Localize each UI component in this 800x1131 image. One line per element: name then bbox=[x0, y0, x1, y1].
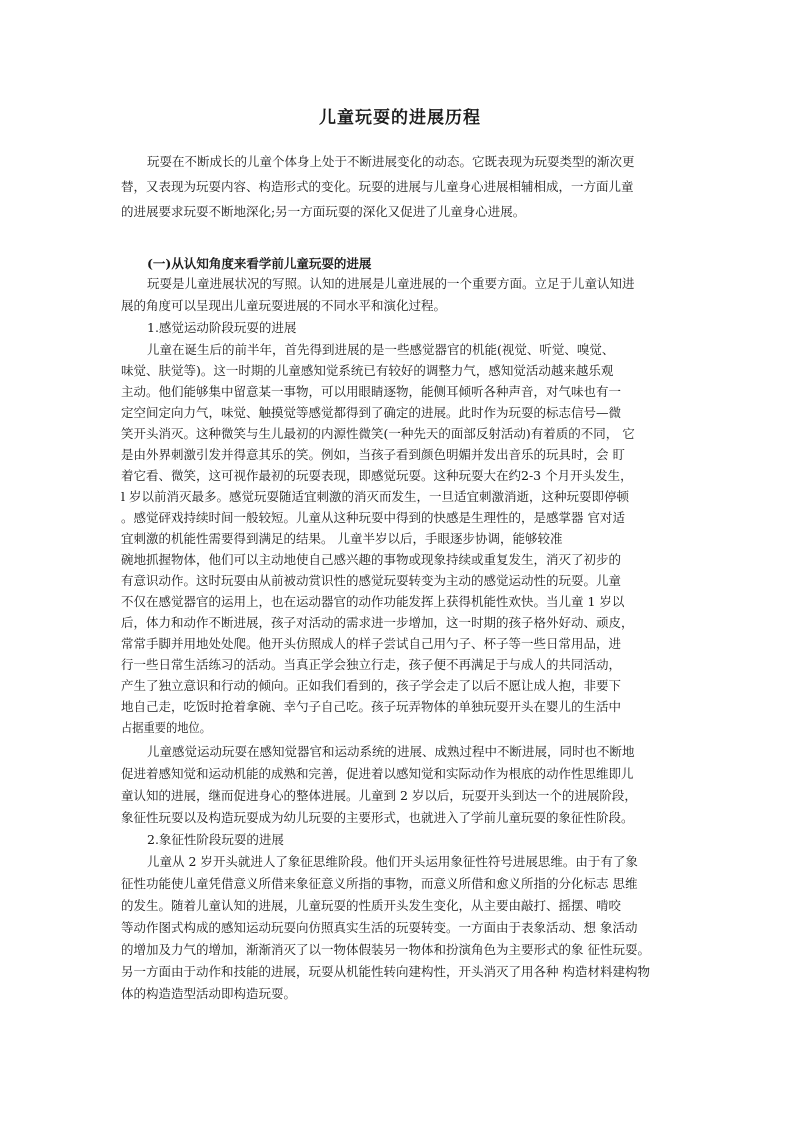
paragraph-line: 着它看、微笑，这可视作最初的玩耍表现，即感觉玩耍。这种玩耍大在约2-3 个月开头发生， bbox=[121, 468, 633, 483]
paragraph-line: 碗地抓握物体，他们可以主动地使自己感兴趣的事物或现象持续或重复发生，消灭了初步的 bbox=[121, 552, 622, 567]
paragraph-line: 不仅在感觉器官的运用上，也在运动器官的动作功能发挥上获得机能性欢快。当儿童 1 岁以 bbox=[121, 594, 625, 609]
paragraph-line: 征性功能使儿童凭借意义所借来象征意义所指的事物，而意义所借和愈义所指的分化标志 思维 bbox=[121, 876, 638, 891]
paragraph-line: 促进着感知觉和运动机能的成熟和完善，促进着以感知觉和实际动作为根底的动作性思维即儿 bbox=[121, 766, 634, 781]
paragraph-line: 是由外界刺激引发并得意其乐的笑。例如，当孩子看到颜色明媚并发出音乐的玩具时，会 盯 bbox=[121, 447, 625, 462]
paragraph-line: 后，体力和动作不断进展，孩子对活动的需求进一步增加，这一时期的孩子格外好动、顽皮， bbox=[121, 615, 634, 630]
paragraph-line: 儿童感觉运动玩耍在感知觉器官和运动系统的进展、成熟过程中不断进展，同时也不断地 bbox=[147, 744, 635, 759]
paragraph-line: 儿童从 2 岁开头就进人了象征思维阶段。他们开头运用象征性符号进展思维。由于有了象 bbox=[147, 854, 638, 869]
paragraph-line: 宜刺激的机能性需要得到满足的结果。 儿童半岁以后，手眼逐步协调，能够较准 bbox=[121, 531, 563, 546]
paragraph-line: 笑开头消灭。这种微笑与生儿最初的内源性微笑(一种先天的面部反射活动)有着质的不同， 它 bbox=[121, 426, 635, 441]
paragraph-line: 象征性玩耍以及构造玩耍成为幼儿玩耍的主要形式，也就进入了学前儿童玩耍的象征性阶段。 bbox=[121, 810, 634, 825]
paragraph-line: 主动。他们能够集中留意某一事物，可以用眼睛逐物，能侧耳倾听各种声音，对气味也有一 bbox=[121, 384, 622, 399]
paragraph-line: 体的构造造型活动即构造玩耍。 bbox=[121, 986, 297, 1001]
paragraph-line: 等动作图式构成的感知运动玩耍向仿照真实生活的玩耍转变。一方面由于表象活动、想 象活动 bbox=[121, 920, 638, 935]
paragraph-line: 行一些日常生活练习的活动。当真正学会独立行走，孩子便不再满足于与成人的共同活动， bbox=[121, 657, 622, 672]
section-heading: (一)从认知角度来看学前儿童玩耍的进展 bbox=[147, 256, 372, 271]
paragraph-line: 味觉、肤觉等)。这一时期的儿童感知觉系统已有较好的调整力气，感知觉活动越来越乐观 bbox=[121, 363, 614, 378]
paragraph-line: 展的角度可以呈现出儿童玩耍进展的不同水平和演化过程。 bbox=[121, 298, 447, 313]
intro-line: 替，又表现为玩耍内容、构造形式的变化。玩耍的进展与儿童身心进展相辅相成，一方面儿童 bbox=[121, 179, 634, 194]
document-title: 儿童玩耍的进展历程 bbox=[319, 108, 481, 128]
paragraph-line: 定空间定向力气，味觉、触摸觉等感觉都得到了确定的进展。此时作为玩耍的标志信号—微 bbox=[121, 405, 622, 420]
paragraph-line: 。感觉砰戏持续时间一般较短。儿童从这种玩耍中得到的快感是生理性的，是感掌器 官对适 bbox=[121, 510, 625, 525]
paragraph-line: 产生了独立意识和行动的倾向。正如我们看到的，孩子学会走了以后不愿让成人抱，非要下 bbox=[121, 678, 622, 693]
paragraph-line: 童认知的进展，继而促进身心的整体进展。儿童到 2 岁以后，玩耍开头到达一个的进展阶段， bbox=[121, 788, 637, 803]
subsection-heading: 2.象征性阶段玩耍的进展 bbox=[147, 832, 284, 847]
paragraph-line: 的发生。随着儿童认知的进展，儿童玩耍的性质开头发生变化，从主要由敲打、摇摆、啃咬 bbox=[121, 898, 622, 913]
paragraph-line: 占据重要的地位。 bbox=[121, 720, 212, 735]
paragraph-line: 另一方面由于动作和技能的进展，玩耍从机能性转向建构性，开头消灭了用各种 构造材料建构物 bbox=[121, 964, 650, 979]
paragraph-line: 儿童在诞生后的前半年，首先得到进展的是一些感觉器官的机能(视觉、听觉、嗅觉、 bbox=[147, 342, 615, 357]
paragraph-line: 常常手脚并用地处处爬。他开头仿照成人的样子尝试自己用勺子、杯子等一些日常用品，进 bbox=[121, 636, 622, 651]
paragraph-line: 的增加及力气的增加，渐渐消灭了以一物体假装另一物体和扮演角色为主要形式的象 征性玩耍。 bbox=[121, 942, 650, 957]
intro-line: 的进展要求玩耍不断地深化;另一方面玩耍的深化又促进了儿童身心进展。 bbox=[121, 204, 526, 219]
paragraph-line: 地自己走，吃饭时抢着拿碗、幸勺子自己吃。孩子玩弄物体的单独玩耍开头在婴儿的生活中 bbox=[121, 699, 622, 714]
subsection-heading: 1.感觉运动阶段玩耍的进展 bbox=[147, 320, 297, 335]
paragraph-line: l 岁以前消灭最多。感觉玩耍随适宜刺激的消灭而发生，一旦适宜刺激消逝，这种玩耍即停顿 bbox=[121, 489, 629, 504]
paragraph-line: 有意识动作。这时玩耍由从前被动赏识性的感觉玩耍转变为主动的感觉运动性的玩耍。儿童 bbox=[121, 573, 622, 588]
intro-line: 玩耍在不断成长的儿童个体身上处于不断进展变化的动态。它既表现为玩耍类型的渐次更 bbox=[147, 154, 635, 169]
paragraph-line: 玩耍是儿童进展状况的写照。认知的进展是儿童进展的一个重要方面。立足于儿童认知进 bbox=[147, 276, 635, 291]
